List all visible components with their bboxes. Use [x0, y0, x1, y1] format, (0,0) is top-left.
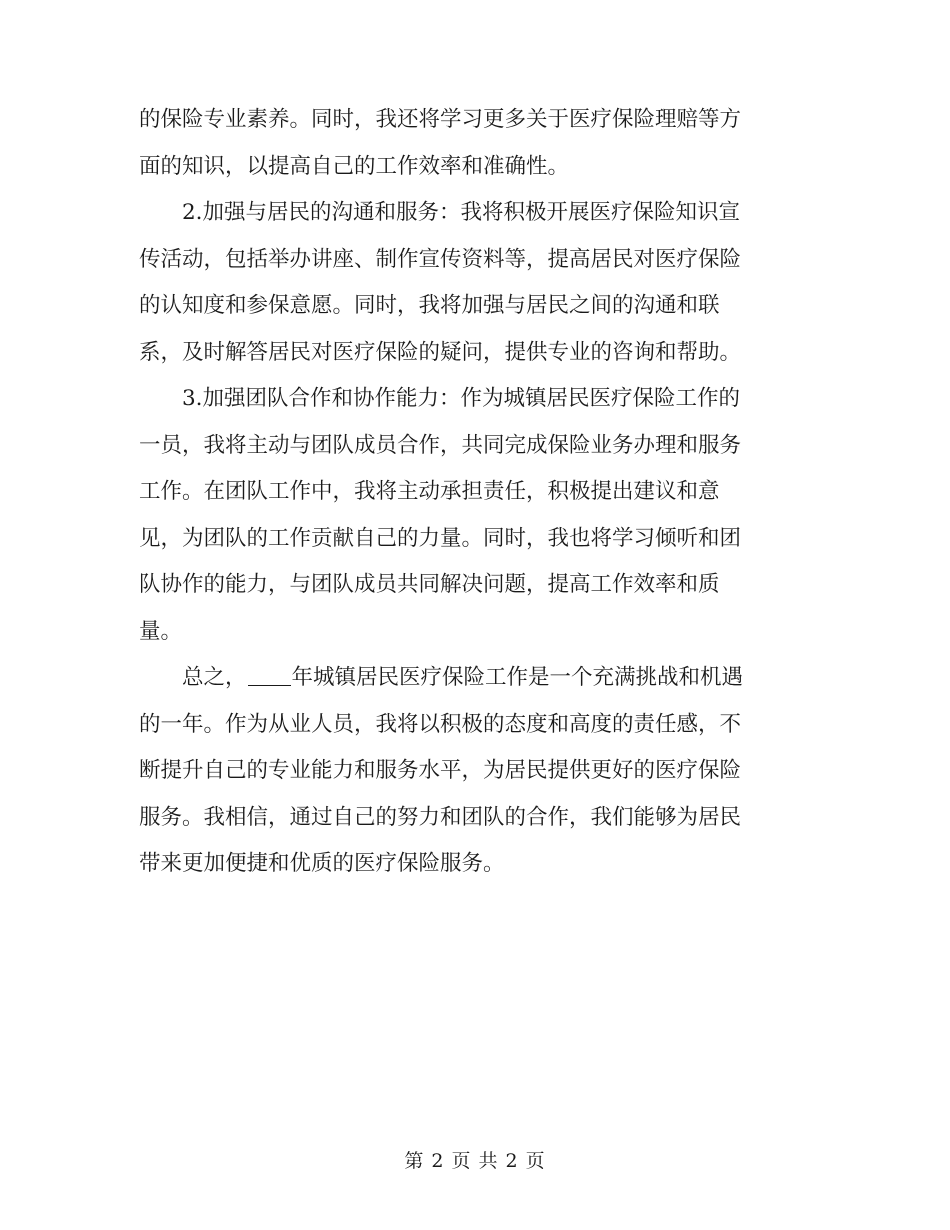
text-segment: 总之，	[182, 665, 247, 690]
text-line: 2.加强与居民的沟通和服务：我将积极开展医疗保险知识宣	[182, 200, 741, 225]
text-line: 的保险专业素养。同时，我还将学习更多关于医疗保险理赔等方	[139, 107, 742, 132]
text-line: 见，为团队的工作贡献自己的力量。同时，我也将学习倾听和团	[139, 525, 742, 551]
text-segment: 年城镇居民医疗保险工作是一个充满挑战和机遇	[291, 665, 744, 690]
text-line: 传活动，包括举办讲座、制作宣传资料等，提高居民对医疗保险	[139, 246, 742, 272]
text-line: 的认知度和参保意愿。同时，我将加强与居民之间的沟通和联	[139, 293, 720, 318]
text-line: 一员，我将主动与团队成员合作，共同完成保险业务办理和服务	[139, 432, 742, 458]
fill-in-blank	[248, 667, 291, 686]
text-line: 量。	[139, 618, 183, 644]
page-number-footer: 第 2 页 共 2 页	[404, 1150, 546, 1172]
document-body	[139, 97, 795, 888]
text-line: 系，及时解答居民对医疗保险的疑问，提供专业的咨询和帮助。	[139, 339, 742, 365]
text-line: 服务。我相信，通过自己的努力和团队的合作，我们能够为居民	[139, 804, 742, 830]
text-line-with-blank	[139, 655, 795, 702]
text-line: 断提升自己的专业能力和服务水平，为居民提供更好的医疗保险	[139, 758, 742, 783]
text-line: 3.加强团队合作和协作能力：作为城镇居民医疗保险工作的	[182, 386, 741, 411]
text-line: 带来更加便捷和优质的医疗保险服务。	[139, 851, 505, 876]
text-line: 的一年。作为从业人员，我将以积极的态度和高度的责任感，不	[139, 711, 742, 737]
text-line: 队协作的能力，与团队成员共同解决问题，提高工作效率和质	[139, 572, 720, 597]
text-line: 工作。在团队工作中，我将主动承担责任，积极提出建议和意	[139, 479, 720, 504]
text-line: 面的知识，以提高自己的工作效率和准确性。	[139, 153, 570, 179]
